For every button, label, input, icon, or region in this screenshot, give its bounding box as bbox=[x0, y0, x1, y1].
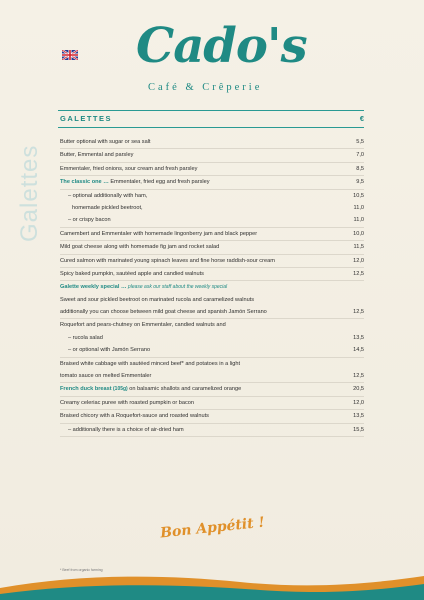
menu-item-text: Mild goat cheese along with homemade fig jam and rocket salad bbox=[60, 244, 220, 251]
menu-item-name bbox=[60, 149, 133, 161]
closing-text: Bon Appétit ! bbox=[159, 514, 266, 542]
menu-item-text: Butter optional with sugar or sea salt bbox=[60, 139, 151, 145]
menu-item-text: Roquefort and pears-chutney on Emmentaler, candied walnuts and bbox=[60, 322, 226, 329]
menu-item-price: 12,5 bbox=[353, 270, 364, 277]
menu-item bbox=[60, 358, 364, 370]
menu-item-price: 13,5 bbox=[353, 334, 364, 341]
menu-item bbox=[60, 255, 364, 268]
section-header bbox=[60, 114, 364, 126]
menu-item-name bbox=[60, 319, 226, 331]
menu-item-name bbox=[60, 281, 227, 293]
menu-item bbox=[60, 228, 364, 241]
section-title: GALETTES bbox=[60, 114, 113, 123]
menu-item-text: Cured salmon with marinated young spinach leaves and fine horse raddish-sour cream bbox=[60, 257, 275, 264]
menu-item-price: 8,5 bbox=[356, 165, 364, 172]
menu-item-price: 11,0 bbox=[353, 204, 364, 211]
divider bbox=[58, 110, 364, 111]
menu-item-text: on balsamic shallots and caramelized orange bbox=[127, 386, 242, 393]
menu-item-name bbox=[60, 306, 267, 318]
menu-item-text: – optional additionally with ham, bbox=[68, 192, 148, 199]
menu-item-text: Butter, Emmental and parsley bbox=[60, 152, 134, 159]
brand-subtitle: Café & Crêperie bbox=[148, 82, 263, 93]
menu-item-text: Sweet and sour pickled beetroot on marinated rucola and caramelized walnuts bbox=[60, 296, 255, 303]
menu-item-price: 12,5 bbox=[353, 309, 364, 316]
menu-item-name bbox=[68, 424, 184, 436]
menu-item-text: homemade pickled beetroot, bbox=[72, 204, 143, 211]
menu-item-price: 9,5 bbox=[356, 179, 364, 186]
menu-item-name bbox=[60, 397, 194, 409]
menu-item-text: – rucola salad bbox=[68, 334, 103, 341]
menu-item bbox=[60, 370, 364, 383]
menu-item-name bbox=[60, 358, 240, 370]
menu-item bbox=[60, 332, 364, 344]
menu-item-name bbox=[60, 228, 257, 240]
menu-item bbox=[60, 202, 364, 214]
menu-item-name bbox=[68, 344, 150, 356]
uk-flag-icon[interactable] bbox=[62, 50, 78, 60]
menu-item-price: 14,5 bbox=[353, 347, 364, 354]
menu-item-highlight: French duck breast bbox=[60, 386, 112, 393]
menu-item-highlight: Galette weekly special … bbox=[60, 284, 127, 291]
menu-item-text: Emmentaler, fried egg and fresh parsley bbox=[108, 179, 210, 186]
menu-item bbox=[60, 241, 364, 254]
menu-item bbox=[60, 383, 364, 396]
menu-item-text: additionally you can choose between mild goat cheese and spanish Jamón Serrano bbox=[60, 309, 267, 316]
menu-item-text: Braised chicory with a Roquefort-sauce and roasted walnuts bbox=[60, 413, 209, 420]
menu-item-name bbox=[68, 214, 111, 226]
menu-item-name bbox=[60, 410, 209, 422]
menu-item-name bbox=[60, 294, 254, 306]
menu-item bbox=[60, 424, 364, 437]
menu-item-name bbox=[60, 383, 241, 395]
menu-item-price: 12,0 bbox=[353, 399, 364, 406]
footnote: * Beef from organic farming bbox=[60, 568, 103, 572]
menu-item-text: Creamy celeriac puree with roasted pumpkin or bacon bbox=[60, 399, 195, 406]
menu-item bbox=[60, 268, 364, 281]
brand-name: Cado's bbox=[136, 18, 307, 74]
menu-item-text: – or optional with Jamón Serrano bbox=[68, 347, 151, 354]
menu-item-name bbox=[68, 332, 103, 344]
menu-item-text: – or crispy bacon bbox=[68, 217, 111, 224]
menu-item-price: 20,5 bbox=[353, 386, 364, 393]
currency-label: € bbox=[359, 114, 364, 123]
menu-item-price: 10,0 bbox=[353, 230, 364, 237]
menu-item-highlight: The classic one … bbox=[60, 179, 109, 186]
menu-item-name bbox=[60, 241, 219, 253]
menu-item bbox=[60, 149, 364, 162]
menu-item-price: 11,0 bbox=[353, 217, 364, 224]
menu-item-price: 12,0 bbox=[353, 257, 364, 264]
menu-item-name bbox=[60, 370, 151, 382]
menu-item-name bbox=[60, 268, 204, 280]
menu-item-price: 15,5 bbox=[353, 426, 364, 433]
menu-item bbox=[60, 294, 364, 306]
menu-item-note: please ask our staff about the weekly special bbox=[126, 284, 228, 291]
menu-item-name bbox=[60, 163, 197, 175]
brand-logo bbox=[136, 18, 307, 93]
menu-item bbox=[60, 281, 364, 293]
menu-item-text: Camembert and Emmentaler with homemade lingonberry jam and black pepper bbox=[60, 230, 258, 237]
menu-item-text: Emmentaler, fried onions, sour cream and fresh parsley bbox=[60, 165, 198, 172]
menu-item bbox=[60, 397, 364, 410]
menu-items bbox=[60, 136, 364, 437]
menu-item-price: 7,0 bbox=[356, 152, 364, 159]
menu-item bbox=[60, 410, 364, 423]
menu-item-price: 11,5 bbox=[353, 244, 364, 251]
menu-item-name bbox=[68, 190, 147, 202]
menu-item-name bbox=[60, 136, 150, 148]
menu-item-price: 13,5 bbox=[353, 413, 364, 420]
menu-item-text: Spicy baked pumpkin, sautéed apple and candied walnuts bbox=[60, 270, 204, 277]
menu-item bbox=[60, 214, 364, 227]
menu-item bbox=[60, 176, 364, 189]
menu-item bbox=[60, 319, 364, 331]
menu-item bbox=[60, 190, 364, 202]
menu-item-name bbox=[60, 176, 210, 188]
menu-item-text: Braised white cabbage with sautéed minced beef* and potatoes in a light bbox=[60, 360, 241, 367]
menu-item-price: 12,5 bbox=[353, 373, 364, 380]
side-label: Galettes bbox=[16, 144, 43, 242]
menu-item-text: tomato sauce on melted Emmentaler bbox=[60, 373, 152, 380]
menu-item bbox=[60, 136, 364, 149]
menu-item-name bbox=[72, 202, 143, 214]
menu-item-text: – additionally there is a choice of air-dried ham bbox=[68, 426, 184, 433]
menu-item-note: (105g) bbox=[111, 386, 128, 393]
divider bbox=[58, 127, 364, 128]
menu-item-price: 10,5 bbox=[353, 192, 364, 199]
menu-item-price: 5,5 bbox=[356, 139, 364, 145]
menu-item bbox=[60, 344, 364, 357]
menu-item-name bbox=[60, 255, 275, 267]
menu-item bbox=[60, 306, 364, 319]
decorative-wave bbox=[0, 570, 424, 600]
menu-item bbox=[60, 163, 364, 176]
